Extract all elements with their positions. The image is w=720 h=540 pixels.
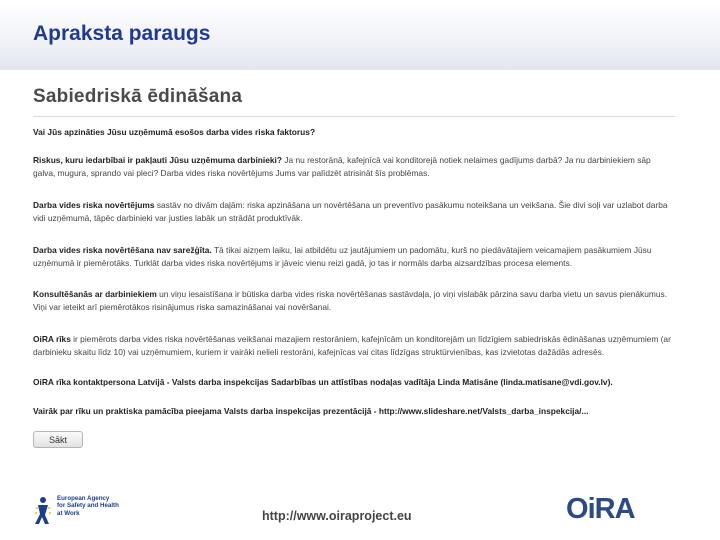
paragraph-contact	[33, 376, 673, 389]
paragraph-more-info	[33, 405, 673, 418]
oira-logo-i: i	[587, 493, 595, 525]
paragraph-consulting	[33, 288, 673, 313]
paragraph-assessment	[33, 199, 673, 224]
page-content	[33, 86, 673, 445]
slide-title: Apraksta paraugs	[33, 22, 211, 45]
eu-osha-logo	[34, 495, 119, 525]
paragraph-bold: Darba vides riska novērtēšana nav sarežģīta.	[33, 245, 212, 255]
paragraph-oira-tool	[33, 333, 673, 358]
agency-line-2: for Safety and Health	[57, 502, 119, 510]
paragraph-risks	[33, 154, 673, 179]
agency-line-1: European Agency	[57, 495, 110, 502]
paragraph-text: Tā tikai aizņem laiku, lai atbildētu uz jautājumiem un padomātu, kurš no piedāvātajiem veicamajiem pasākumiem Jūsu uzņēmumā ir piemērotāks. Turklāt darba vides riska novērtējums ir jāveic vienu reizi gadā, jo tas ir normāls darba aizsardzības procesa elements.	[33, 245, 652, 268]
paragraph-text: sastāv no divām daļām: riska apzināšana un novērtēšana un preventīvo pasākumu noteikšana un veikšana. Šie divi soļi var uzlabot darba vidi uzņēmumā, tāpēc darbinieki var justies labāk un strādāt produktīvāk.	[33, 200, 668, 223]
paragraph-text: un viņu iesaistīšana ir būtiska darba vides riska novērtēšanas sastāvdaļa, jo viņi vislabāk pārzina savu darba vietu un savus pienākumus. Viņi var ieteikt arī piemērotākos risinājumus riska samazināšanai vai novēršanai.	[33, 289, 668, 312]
paragraph-text: Ja nu restorānā, kafejnīcā vai konditorejā notiek nelaimes gadījums darbā? Ja nu darbiniekiem sāp galva, mugura, sprando vai pleci? Darba vides riska novērtējums Jums var palīdzēt atrisināt šīs problēmas.	[33, 155, 651, 178]
paragraph-bold: OiRA rīks	[33, 334, 71, 344]
paragraph-not-complicated	[33, 244, 673, 269]
paragraph-awareness	[33, 126, 673, 139]
paragraph-bold: Darba vides riska novērtējums	[33, 200, 155, 210]
start-button[interactable]: Sākt	[33, 431, 83, 448]
paragraph-bold: Konsultēšanās ar darbiniekiem	[33, 289, 157, 299]
page-heading: Sabiedriskā ēdināšana	[33, 86, 243, 107]
paragraph-bold: Vairāk par rīku un praktiska pamācība pieejama Valsts darba inspekcijas prezentācijā - http://www.slideshare.net/Valsts_darba_inspekcija/...	[33, 406, 589, 416]
slide-footer	[0, 480, 720, 540]
footer-url: http://www.oiraproject.eu	[262, 509, 412, 523]
paragraph-bold: Riskus, kuru iedarbībai ir pakļauti Jūsu uzņēmuma darbinieki?	[33, 155, 282, 165]
oira-logo-o: O	[566, 493, 588, 525]
paragraph-bold: Vai Jūs apzināties Jūsu uzņēmumā esošos darba vides riska faktorus?	[33, 127, 316, 137]
eu-osha-logo-text	[57, 495, 119, 517]
oira-logo-icon	[566, 493, 635, 526]
paragraph-text: ir piemērots darba vides riska novērtēšanas veikšanai mazajiem restorāniem, kafejnīcām un konditorejām un līdzīgiem sabiedriskās ēdināšanas uzņēmumiem (ar darbinieku skaitu līdz 10) vai uzņēmumiem, kuriem ir vairāki nelieli restorāni, kafejnīcas vai citas līdzīgas struktūrvienības, kas izvietotas dažādās adresēs.	[33, 334, 671, 357]
oira-logo-ra: RA	[594, 493, 635, 525]
agency-line-3: at Work	[57, 509, 80, 517]
slide-header	[0, 0, 720, 70]
paragraph-bold: OiRA rīka kontaktpersona Latvijā - Valsts darba inspekcijas Sadarbības un attīstības nodaļas vadītāja Linda Matisāne (linda.matisane@vdi.gov.lv).	[33, 377, 613, 387]
eu-osha-logo-icon	[34, 495, 52, 525]
heading-divider	[33, 116, 675, 117]
